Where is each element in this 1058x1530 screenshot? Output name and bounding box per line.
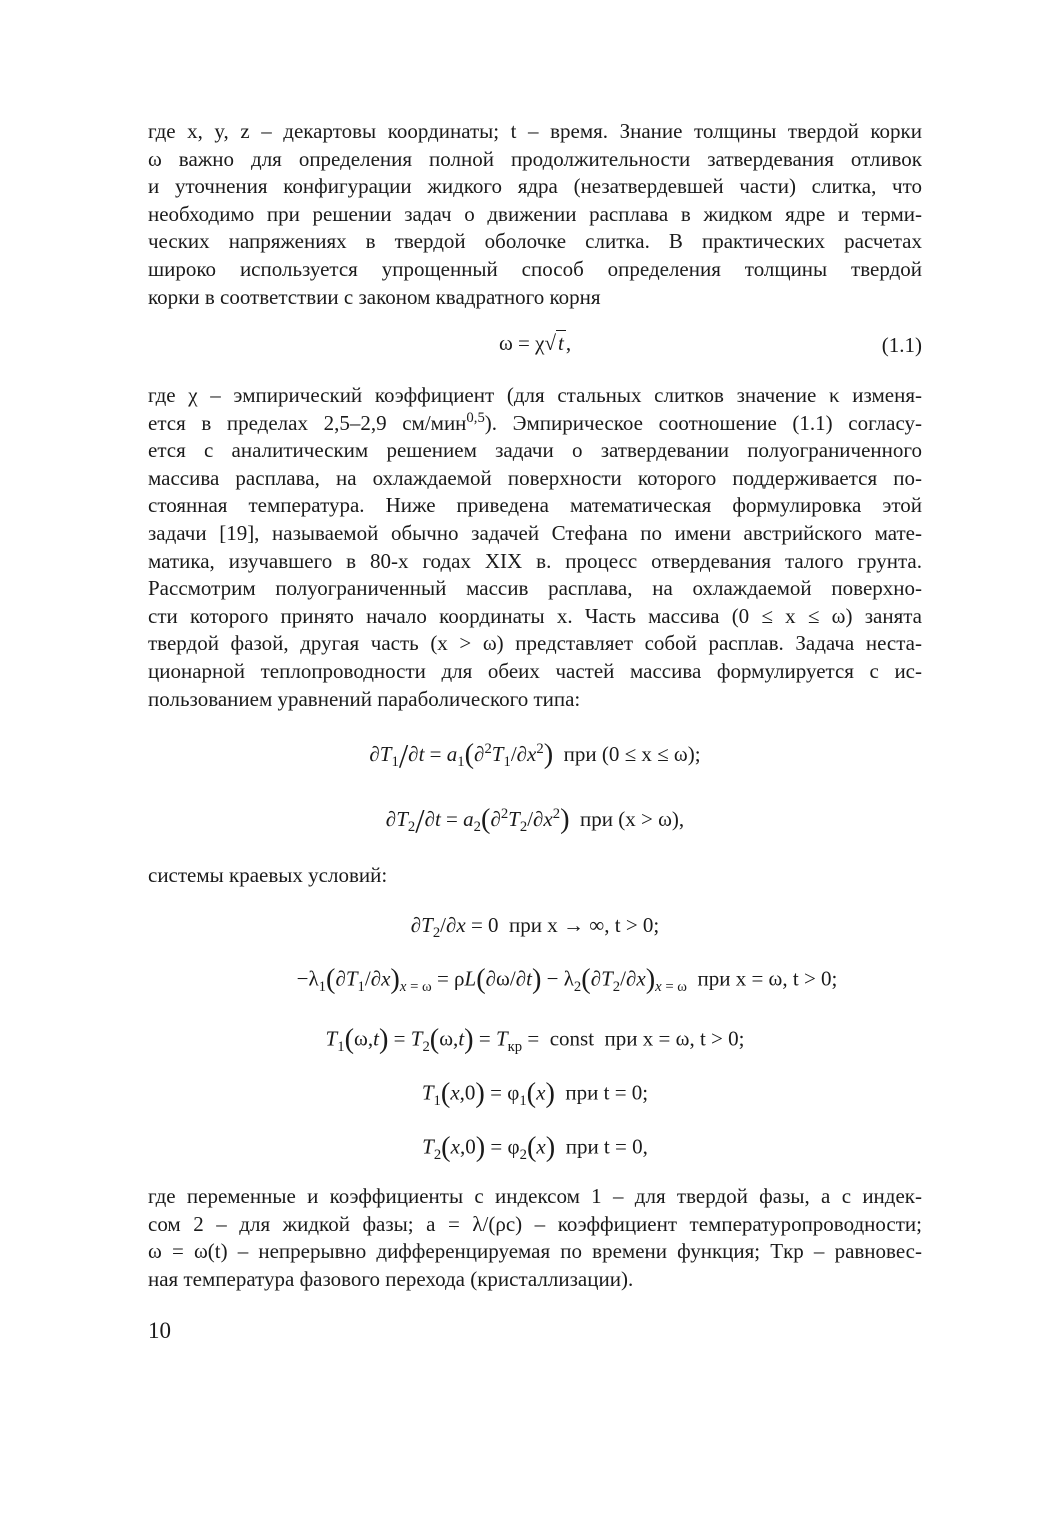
paragraph-4 bbox=[148, 1183, 922, 1293]
heat-eq1-condition: при (0 ≤ x ≤ ω); bbox=[563, 741, 701, 766]
para2-line-1: где χ – эмпирический коэффициент (для стальных слитков значение κ изменя- bbox=[148, 383, 922, 407]
para2-line-9: сти которого принято начало координаты x. Часть массива (0 ≤ x ≤ ω) занята bbox=[148, 603, 922, 628]
initial-condition-1: $T_1(x,0) = \varphi_1(x)$ при t = 0; bbox=[421, 1078, 649, 1109]
page-number: 10 bbox=[148, 1318, 171, 1343]
para1-line-4: необходимо при решении задач о движении расплава в жидком ядре и терми- bbox=[148, 201, 922, 226]
para2-line-12: пользованием уравнений параболического типа: bbox=[148, 686, 581, 711]
para1-line-3: и уточнения конфигурации жидкого ядра (незатвердевшей части) слитка, что bbox=[148, 174, 922, 199]
heat-eq2-condition: при (x > ω), bbox=[580, 806, 685, 831]
paragraph-1 bbox=[148, 118, 922, 311]
heat-equation-2: $\partial T_2/\partial t = a_2(\partial^2T_2/\partial x^2)$ при (x > ω), bbox=[385, 803, 685, 840]
para4-line-1: где переменные и коэффициенты с индексом 1 – для твердой фазы, а с индек- bbox=[148, 1184, 922, 1208]
eq1-tail: , bbox=[565, 331, 572, 355]
para1-line-5: ческих напряжениях в твердой оболочке слитка. В практических расчетах bbox=[148, 229, 922, 254]
para4-line-4: ная температура фазового перехода (кристаллизации). bbox=[148, 1266, 634, 1291]
para2-line-8: Рассмотрим полуограниченный массив расплава, на охлаждаемой поверхно- bbox=[148, 576, 922, 601]
equation-number: (1.1) bbox=[881, 333, 922, 357]
bc3-const: const bbox=[549, 1026, 595, 1051]
para1-line-7: корки в соответствии с законом квадратного корня bbox=[148, 284, 601, 309]
heat-equation-1: $\partial T_1/\partial t = a_1(\partial^2T_1/\partial x^2)$ при (0 ≤ x ≤ ω); bbox=[369, 738, 701, 775]
para2-line-10: твердой фазой, другая часть (x > ω) представляет собой расплав. Задача неста- bbox=[148, 631, 922, 656]
boundary-condition-2: $-\lambda_1(\partial T_1/\partial x)_{x = \omega} = \rho L(\partial\omega/\partial t) - \lambda_2(\partial T_2/\partial x)_{x = \omega}$ при x = ω, t > 0; bbox=[296, 964, 838, 995]
para3-text: системы краевых условий: bbox=[148, 863, 388, 887]
sqrt-symbol-icon: √ bbox=[544, 331, 556, 355]
para4-line-3: ω = ω(t) – непрерывно дифференцируемая по времени функция; Tкр – равновес- bbox=[148, 1239, 922, 1264]
para2-line-11: ционарной теплопроводности для обеих частей массива формулируется с ис- bbox=[148, 658, 922, 683]
bc1-condition: при x → ∞, t > 0; bbox=[509, 913, 660, 937]
para2-line-4: массива расплава, на охлаждаемой поверхности которого поддерживается по- bbox=[148, 465, 922, 490]
eq1-radicand: t bbox=[557, 331, 564, 355]
para2-line-6: задачи [19], называемой обычно задачей Стефана по имени австрийского мате- bbox=[148, 520, 922, 545]
para2-line-3: ется с аналитическим решением задачи о затвердевании полуограниченного bbox=[148, 438, 922, 463]
paragraph-2 bbox=[148, 382, 922, 713]
bc4-condition: при t = 0; bbox=[565, 1080, 649, 1105]
para2-line-2: ется в пределах 2,5–2,9 см/мин$^{0,5}$). Эмпирическое соотношение (1.1) согласу- bbox=[148, 409, 922, 435]
para2-line-7: матика, изучавшего в 80-х годах XIX в. процесс отвердевания талого грунта. bbox=[148, 548, 922, 573]
boundary-condition-1: $\partial T_2/\partial x = 0$ при x → ∞, t > 0; bbox=[410, 913, 660, 942]
para1-line-2: ω важно для определения полной продолжительности затвердевания отливок bbox=[148, 146, 922, 171]
para1-line-6: широко используется упрощенный способ определения толщины твердой bbox=[148, 256, 922, 281]
eq1-lhs: ω = χ bbox=[498, 331, 545, 355]
para2-line-5: стоянная температура. Ниже приведена математическая формулировка этой bbox=[148, 493, 922, 518]
paragraph-3 bbox=[148, 862, 922, 890]
equation-1-1 bbox=[148, 331, 922, 356]
bc5-condition: при t = 0, bbox=[565, 1134, 648, 1159]
boundary-condition-3: $T_1(\omega,t) = T_2(\omega,t) = T_{кр}$ = const при x = ω, t > 0; bbox=[325, 1024, 745, 1055]
para1-line-1: где x, y, z – декартовы координаты; t – время. Знание толщины твердой корки bbox=[148, 119, 922, 143]
initial-condition-2: $T_2(x,0) = \varphi_2(x)$ при t = 0, bbox=[422, 1132, 648, 1163]
bc3-condition: при x = ω, t > 0; bbox=[604, 1026, 745, 1051]
para4-line-2: сом 2 – для жидкой фазы; a = λ/(ρc) – коэффициент температуропроводности; bbox=[148, 1211, 922, 1236]
bc2-condition: при x = ω, t > 0; bbox=[697, 966, 838, 991]
